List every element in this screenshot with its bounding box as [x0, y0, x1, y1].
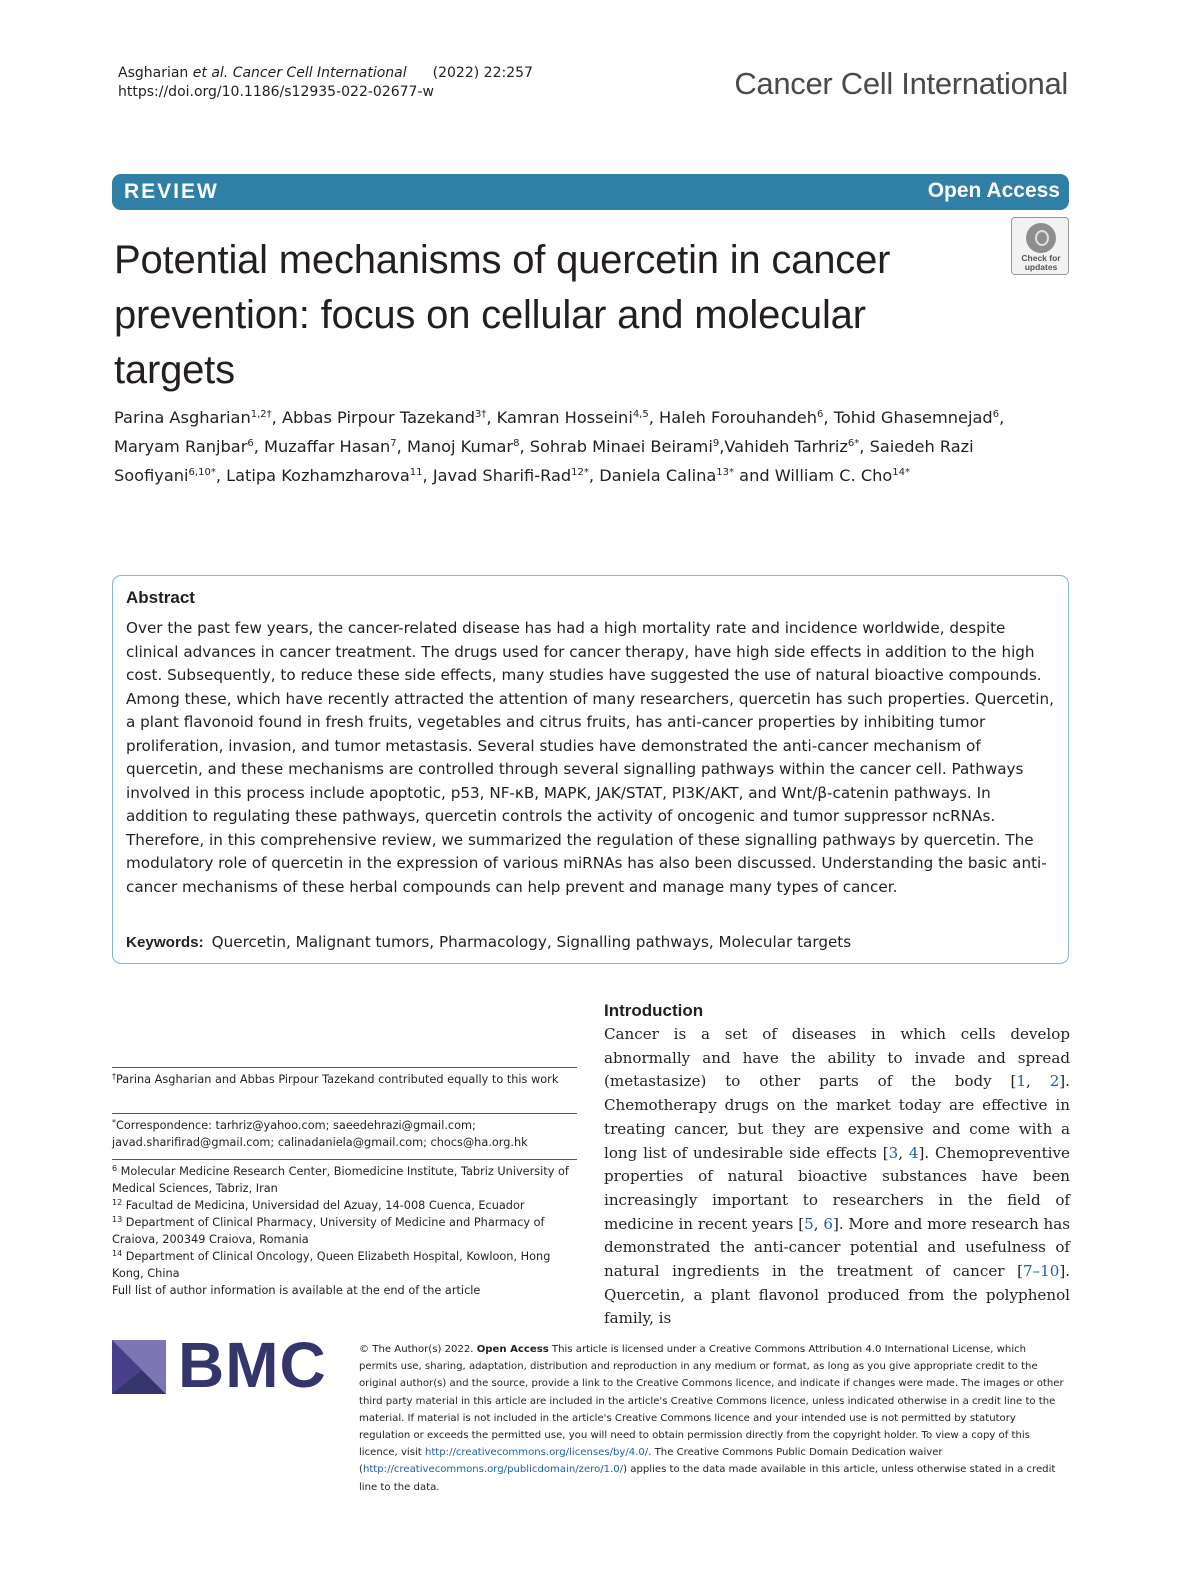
ref-link[interactable]: 2 [1049, 1072, 1060, 1091]
author-affiliation-marker: 1,2† [250, 409, 272, 420]
cc0-waiver-link[interactable]: http://creativecommons.org/publicdomain/zero/1.0/ [362, 1464, 624, 1476]
journal-name: Cancer Cell International [734, 66, 1068, 101]
author-name: Manoj Kumar [406, 437, 514, 456]
author-affiliation-marker: 3† [474, 409, 487, 420]
ref-link[interactable]: 5 [804, 1214, 814, 1233]
check-updates-text: Check for updates [1021, 253, 1061, 272]
cite-authors: Asgharian [118, 65, 193, 81]
affiliation-12: $^{12}$ Facultad de Medicina, Universidad del Azuay, 14-008 Cuenca, Ecuador [112, 1198, 525, 1212]
author-name: William C. Cho [774, 466, 893, 485]
author-affiliation-marker: 6 [992, 409, 1000, 420]
article-type-band [112, 174, 1069, 210]
article-title: Potential mechanisms of quercetin in cancer prevention: focus on cellular and molecular targets [114, 238, 891, 392]
author-affiliation-marker: 6* [847, 438, 860, 449]
check-for-updates-badge[interactable] [1011, 217, 1069, 275]
author-name: Kamran Hosseini [496, 408, 633, 427]
footnote-affiliations [112, 1163, 582, 1299]
introduction-heading: Introduction [604, 1001, 704, 1020]
author-name: Saiedeh Razi Soofiyani [114, 437, 974, 485]
keywords-label: Keywords: [126, 934, 204, 951]
footnote-divider [112, 1113, 577, 1114]
author-name: Haleh Forouhandeh [659, 408, 818, 427]
article-type-label: REVIEW [124, 180, 219, 203]
affiliation-6: $^6$ Molecular Medicine Research Center, Biomedicine Institute, Tabriz University of Medical Sciences, Tabriz, Iran [112, 1164, 569, 1195]
author-name: Maryam Ranjbar [114, 437, 248, 456]
footnote-divider [112, 1067, 577, 1068]
ref-link[interactable]: 1 [1016, 1072, 1027, 1091]
affiliation-13: $^{13}$ Department of Clinical Pharmacy, University of Medicine and Pharmacy of Craiova, 200349 Craiova, Romania [112, 1215, 545, 1246]
doi-link[interactable]: https://doi.org/10.1186/s12935-022-02677-w [118, 84, 434, 100]
citation-header [118, 64, 598, 102]
abstract-heading: Abstract [126, 588, 195, 607]
open-access-label: Open Access [927, 179, 1060, 202]
ref-link[interactable]: 7–10 [1022, 1262, 1060, 1281]
author-affiliation-marker: 11 [409, 467, 423, 478]
author-name: Daniela Calina [599, 466, 717, 485]
author-affiliation-marker: 6 [247, 438, 254, 449]
full-author-info-note: Full list of author information is available at the end of the article [112, 1284, 481, 1297]
author-affiliation-marker: 6 [817, 409, 824, 420]
bmc-logo-text: BMC [178, 1329, 327, 1401]
keywords [126, 932, 1046, 953]
author-affiliation-marker: 13* [716, 467, 734, 478]
keywords-list: Quercetin, Malignant tumors, Pharmacology, Signalling pathways, Molecular targets [211, 933, 852, 951]
author-name: Javad Sharifi-Rad [432, 466, 572, 485]
author-name: Abbas Pirpour Tazekand [281, 408, 475, 427]
abstract-text: Over the past few years, the cancer-related disease has had a high mortality rate and incidence worldwide, despite clinical advances in cancer treatment. The drugs used for cancer therapy, have high side effects in addition to the high cost. Subsequently, to reduce these side effects, many studies have suggested the use of natural bioactive compounds. Among these, which have recently attracted the attention of many researchers, quercetin has such properties. Quercetin, a plant flavonoid found in fresh fruits, vegetables and citrus fruits, has anti-cancer properties by inhibiting tumor proliferation, invasion, and tumor metastasis. Several studies have demonstrated the anti-cancer mechanism of quercetin, and these mechanisms are controlled through several signalling pathways within the cancer cell. Pathways involved in this process include apoptotic, p53, NF-κB, MAPK, JAK/STAT, PI3K/AKT, and Wnt/β-catenin pathways. In addition to regulating these pathways, quercetin controls the activity of oncogenic and tumor suppressor ncRNAs. Therefore, in this comprehensive review, we summarized the regulation of these signalling pathways by quercetin. The modulatory role of quercetin in the expression of various miRNAs has also been discussed. Understanding the basic anti-cancer mechanisms of these herbal compounds can help prevent and manage many types of cancer. [126, 619, 1054, 896]
ref-link[interactable]: 4 [908, 1143, 919, 1162]
cite-journal: et al. Cancer Cell International [192, 65, 407, 81]
author-affiliation-marker: 14* [892, 467, 911, 478]
author-list: Parina Asgharian$^{1,2\dagger}$, Abbas Pirpour Tazekand$^{3\dagger}$, Kamran Hosseini$^{4,5}$, Haleh Forouhandeh$^6$, Tohid Ghasemnejad$^6$, Maryam Ranjbar$^6$, Muzaffar Hasan$^7$, Manoj Kumar$^8$, Sohrab Minaei Beirami$^9$,Vahideh Tarhriz$^{6*}$, Saiedeh Razi Soofiyani$^{6,10*}$, Latipa Kozhamzharova$^{11}$, Javad Sharifi-Rad$^{12*}$, Daniela Calina$^{13*}$ and William C. Cho$^{14*}$ [114, 408, 1005, 485]
ref-link[interactable]: 3 [888, 1143, 899, 1162]
author-affiliation-marker: 4,5 [632, 409, 649, 420]
author-affiliation-marker: 8 [513, 438, 520, 449]
license-statement: © The Author(s) 2022. Open Access This article is licensed under a Creative Commons Attribution 4.0 International License, which permits use, sharing, adaptation, distribution and reproduction in any medium or format, as long as you give appropriate credit to the original author(s) and the source, provide a link to the Creative Commons licence, and indicate if changes were made. The images or other third party material in this article are included in the article's Creative Commons licence, unless indicated otherwise in a credit line to the material. If material is not included in the article's Creative Commons licence and your intended use is not permitted by statutory regulation or exceeds the permitted use, you will need to obtain permission directly from the copyright holder. To view a copy of this licence, visit http://creativecommons.org/licenses/by/4.0/. The Creative Commons Public Domain Dedication waiver (http://creativecommons.org/publicdomain/zero/1.0/) applies to the data made available in this article, unless otherwise stated in a credit line to the data. [359, 1344, 1064, 1493]
author-affiliation-marker: 6,10* [188, 467, 216, 478]
author-name: Vahideh Tarhriz [724, 437, 848, 456]
footnote-correspondence: *Correspondence: tarhriz@yahoo.com; saeedehrazi@gmail.com; javad.sharifirad@gmail.com; calinadaniela@gmail.com; chocs@ha.org.hk [112, 1118, 528, 1149]
author-name: Tohid Ghasemnejad [833, 408, 993, 427]
introduction-text: Cancer is a set of diseases in which cells develop abnormally and have the ability to invade and spread (metastasize) to other parts of the body [1, 2]. Chemotherapy drugs on the market today are effective in treating cancer, but they are expensive and come with a long list of undesirable side effects [3, 4]. Chemopreventive properties of natural bioactive substances have been increasingly important to researchers in the field of medicine in recent years [5, 6]. More and more research has demonstrated the anti-cancer potential and usefulness of natural ingredients in the treatment of cancer [7–10]. Quercetin, a plant flavonol produced from the polyphenol family, is [604, 1025, 1070, 1328]
author-affiliation-marker: 9 [712, 438, 720, 449]
ref-link[interactable]: 6 [823, 1214, 833, 1233]
bmc-logo-icon [112, 1340, 166, 1394]
author-name: Parina Asgharian [114, 408, 251, 427]
author-name: Latipa Kozhamzharova [226, 466, 410, 485]
cc-by-license-link[interactable]: http://creativecommons.org/licenses/by/4.0/ [424, 1447, 649, 1459]
author-name: Muzaffar Hasan [264, 437, 391, 456]
footnote-equal-contribution: †Parina Asgharian and Abbas Pirpour Tazekand contributed equally to this work [112, 1072, 559, 1086]
footnote-divider [112, 1159, 577, 1160]
author-affiliation-marker: 12* [571, 467, 589, 478]
affiliation-14: $^{14}$ Department of Clinical Oncology, Queen Elizabeth Hospital, Kowloon, Hong Kong, China [112, 1249, 551, 1280]
check-updates-icon [1026, 223, 1056, 253]
author-affiliation-marker: 7 [390, 438, 397, 449]
author-name: Sohrab Minaei Beirami [529, 437, 713, 456]
cite-year: (2022) 22:257 [432, 65, 533, 81]
